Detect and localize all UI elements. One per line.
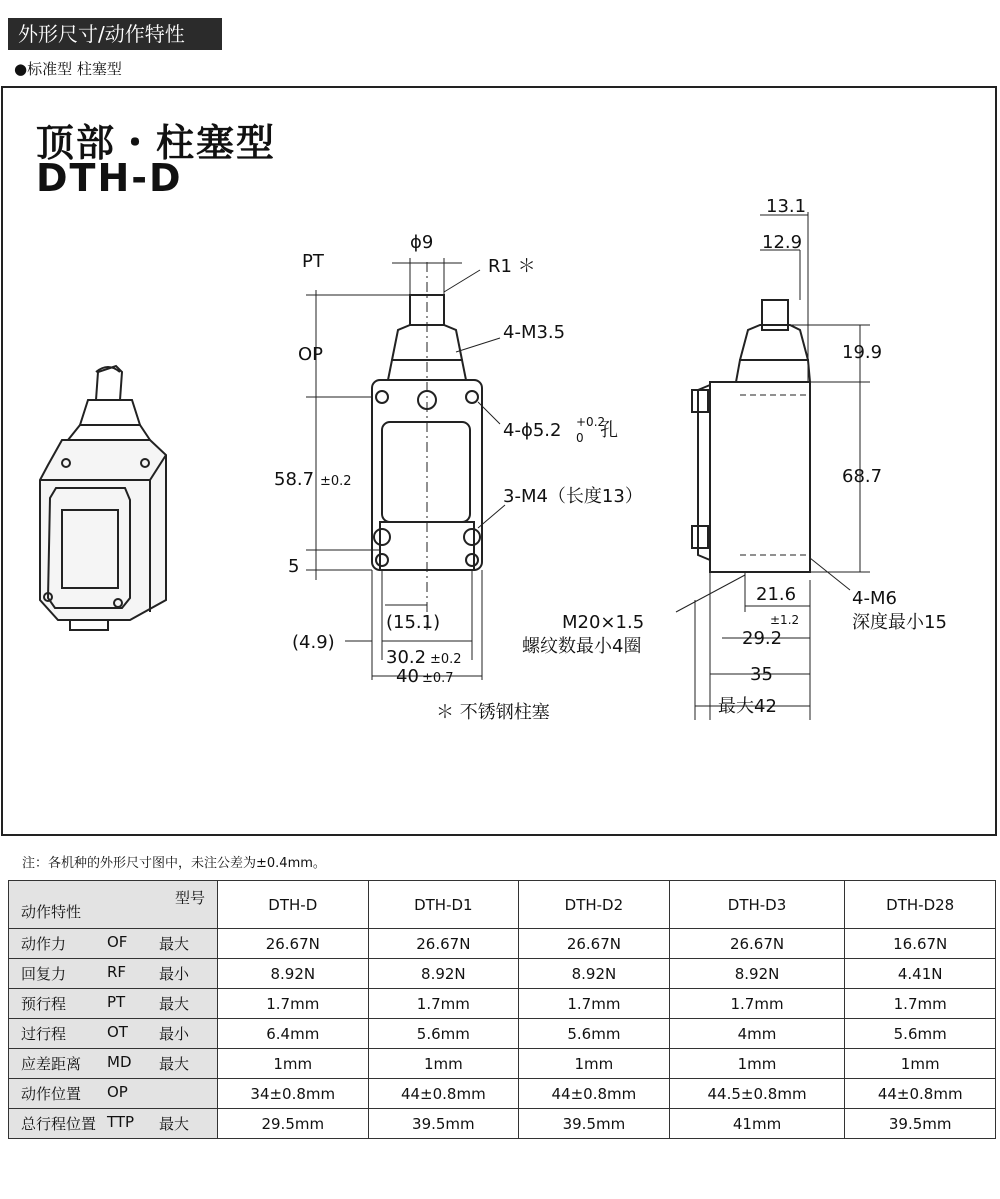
row-label-qual: 最大 <box>159 995 190 1013</box>
table-cell: 5.6mm <box>845 1019 996 1049</box>
dim-12-9: 12.9 <box>762 232 803 253</box>
table-cell: 1mm <box>845 1049 996 1079</box>
table-cell: 39.5mm <box>368 1109 519 1139</box>
table-header-row <box>9 881 996 929</box>
section-header: 外形尺寸/动作特性 <box>8 18 222 50</box>
dim-29-2-tol: ±1.2 <box>770 613 800 627</box>
table-cell: 44±0.8mm <box>368 1079 519 1109</box>
table-cell: 44.5±0.8mm <box>669 1079 845 1109</box>
row-label-name: 动作位置 <box>21 1085 82 1103</box>
table-cell: 1.7mm <box>368 989 519 1019</box>
table-cell: 26.67N <box>218 929 369 959</box>
table-cell: 39.5mm <box>845 1109 996 1139</box>
model-header: DTH-D1 <box>368 881 519 929</box>
dim-r1: R1 ＊ <box>488 256 536 277</box>
table-cell: 5.6mm <box>368 1019 519 1049</box>
table-cell: 8.92N <box>519 959 670 989</box>
table-cell: 26.67N <box>669 929 845 959</box>
section-subtitle: ●标准型 柱塞型 <box>14 60 122 78</box>
table-cell: 1mm <box>669 1049 845 1079</box>
dim-m4: 3-M4（长度13） <box>503 486 643 507</box>
label-m6: 4-M6 <box>852 588 897 609</box>
table-cell: 44±0.8mm <box>519 1079 670 1109</box>
row-label-name: 回复力 <box>21 965 67 983</box>
drawing-title: 顶部・柱塞型 <box>36 121 277 165</box>
row-label-qual: 最大 <box>159 1115 190 1133</box>
row-label <box>9 1049 218 1079</box>
row-label-name: 过行程 <box>21 1025 67 1043</box>
row-label-qual: 最大 <box>159 1055 190 1073</box>
table-cell: 26.67N <box>519 929 670 959</box>
table-row <box>9 989 996 1019</box>
dim-58-7: 58.7 <box>274 469 315 490</box>
isometric-switch-view <box>40 366 166 630</box>
table-cell: 1mm <box>218 1049 369 1079</box>
row-label-name: 动作力 <box>21 935 67 953</box>
dim-13-1: 13.1 <box>766 196 807 217</box>
row-label-code: TTP <box>107 1113 135 1131</box>
dim-35: 35 <box>750 664 773 685</box>
row-label-code: OT <box>107 1023 128 1041</box>
table-cell: 5.6mm <box>519 1019 670 1049</box>
dim-hole-sup: +0.2 <box>576 415 606 429</box>
table-cell: 8.92N <box>368 959 519 989</box>
label-m20-thread: 螺纹数最小4圈 <box>522 636 642 657</box>
corner-feature-label: 动作特性 <box>21 903 82 921</box>
table-cell: 34±0.8mm <box>218 1079 369 1109</box>
dim-40: 40 <box>396 666 419 687</box>
dim-hole-b: 孔 <box>600 420 618 441</box>
row-label-qual <box>159 1083 199 1104</box>
table-corner <box>9 881 218 929</box>
dim-hole-sub: 0 <box>576 431 584 445</box>
table-row <box>9 929 996 959</box>
row-label-name: 预行程 <box>21 995 67 1013</box>
row-label-qual: 最大 <box>159 935 190 953</box>
row-label-qual: 最小 <box>159 1025 190 1043</box>
dim-30-2-tol: ±0.2 <box>430 652 462 667</box>
table-cell: 4.41N <box>845 959 996 989</box>
tolerance-note: 注：各机种的外形尺寸图中，未注公差为±0.4mm。 <box>22 856 326 871</box>
drawing-model: DTH-D <box>36 156 183 200</box>
dim-5: 5 <box>288 556 300 577</box>
dim-phi9: ϕ9 <box>410 232 434 253</box>
dim-19-9: 19.9 <box>842 342 883 363</box>
table-cell: 1mm <box>368 1049 519 1079</box>
model-header: DTH-D <box>218 881 369 929</box>
model-header: DTH-D28 <box>845 881 996 929</box>
dim-hole-a: 4-ϕ5.2 <box>503 420 562 441</box>
table-cell: 16.67N <box>845 929 996 959</box>
row-label <box>9 1079 218 1109</box>
table-row <box>9 1019 996 1049</box>
corner-model-label: 型号 <box>174 889 205 907</box>
table-cell: 29.5mm <box>218 1109 369 1139</box>
row-label <box>9 1109 218 1139</box>
table-cell: 41mm <box>669 1109 845 1139</box>
drawing-footnote: ＊ 不锈钢柱塞 <box>436 702 550 723</box>
dim-m35: 4-M3.5 <box>503 322 566 343</box>
side-view <box>692 300 810 572</box>
label-m20: M20×1.5 <box>562 612 645 633</box>
table-cell: 1.7mm <box>669 989 845 1019</box>
row-label-code: MD <box>107 1053 132 1071</box>
table-cell: 1.7mm <box>845 989 996 1019</box>
table-row <box>9 1079 996 1109</box>
row-label-code: PT <box>107 993 126 1011</box>
dim-21-6: 21.6 <box>756 584 797 605</box>
dim-68-7: 68.7 <box>842 466 883 487</box>
dim-15-1: (15.1) <box>386 612 441 633</box>
model-header: DTH-D2 <box>519 881 670 929</box>
dim-30-2: 30.2 <box>386 647 427 668</box>
row-label <box>9 959 218 989</box>
dim-op: OP <box>298 344 324 365</box>
table-cell: 1mm <box>519 1049 670 1079</box>
label-m6-depth: 深度最小15 <box>852 612 947 633</box>
table-cell: 4mm <box>669 1019 845 1049</box>
table-cell: 8.92N <box>218 959 369 989</box>
model-header: DTH-D3 <box>669 881 845 929</box>
dim-29-2: 29.2 <box>742 628 783 649</box>
table-cell: 1.7mm <box>218 989 369 1019</box>
table-cell: 1.7mm <box>519 989 670 1019</box>
dim-58-7-tol: ±0.2 <box>320 474 352 489</box>
dim-40-tol: ±0.7 <box>422 671 454 686</box>
dim-42: 最大42 <box>718 696 777 717</box>
spec-table <box>8 880 996 1139</box>
row-label-qual: 最小 <box>159 965 190 983</box>
table-row <box>9 959 996 989</box>
row-label-code: OP <box>107 1083 128 1101</box>
table-cell: 8.92N <box>669 959 845 989</box>
row-label-code: RF <box>107 963 127 981</box>
table-cell: 6.4mm <box>218 1019 369 1049</box>
row-label-name: 总行程位置 <box>21 1115 97 1133</box>
row-label-code: OF <box>107 933 128 951</box>
row-label-name: 应差距离 <box>21 1055 82 1073</box>
table-row <box>9 1049 996 1079</box>
table-row <box>9 1109 996 1139</box>
row-label <box>9 989 218 1019</box>
table-cell: 26.67N <box>368 929 519 959</box>
table-cell: 44±0.8mm <box>845 1079 996 1109</box>
dim-pt: PT <box>302 251 324 272</box>
row-label <box>9 1019 218 1049</box>
table-cell: 39.5mm <box>519 1109 670 1139</box>
dim-4-9: (4.9) <box>292 632 335 653</box>
row-label <box>9 929 218 959</box>
